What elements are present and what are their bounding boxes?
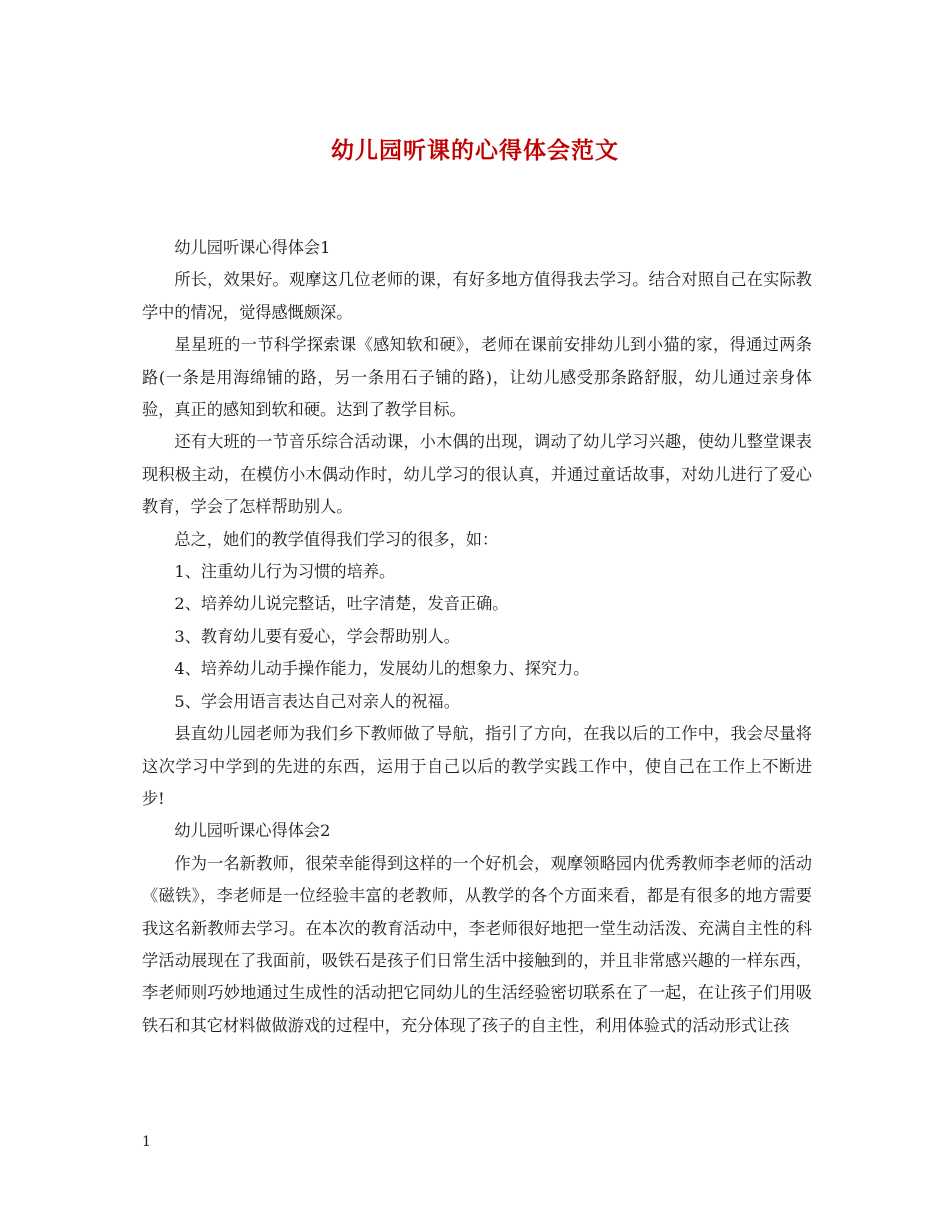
page-number: 1 xyxy=(142,1134,151,1150)
paragraph: 作为一名新教师，很荣幸能得到这样的一个好机会，观摩领略园内优秀教师李老师的活动《磁铁》，李老师是一位经验丰富的老教师，从教学的各个方面来看，都是有很多的地方需要我这名新教师去学习。在本次的教育活动中，李老师很好地把一堂生动活泼、充满自主性的科学活动展现在了我面前，吸铁石是孩子们日常生活中接触到的，并且非常感兴趣的一样东西，李老师则巧妙地通过生成性的活动把它同幼儿的生活经验密切联系在了一起，在让孩子们用吸铁石和其它材料做做游戏的过程中，充分体现了孩子的自主性，利用体验式的活动形式让孩 xyxy=(142,853,812,1035)
list-item: 2、培养幼儿说完整话，吐字清楚，发音正确。 xyxy=(174,594,509,614)
list-item: 1、注重幼儿行为习惯的培养。 xyxy=(174,562,396,582)
list-item: 3、教育幼儿要有爱心，学会帮助别人。 xyxy=(174,626,460,646)
heading-section-1: 幼儿园听课心得体会1 xyxy=(174,238,331,257)
list-item: 4、培养幼儿动手操作能力，发展幼儿的想象力、探究力。 xyxy=(174,659,590,679)
list-item: 5、学会用语言表达自己对亲人的祝福。 xyxy=(174,691,460,711)
paragraph: 县直幼儿园老师为我们乡下教师做了导航，指引了方向，在我以后的工作中，我会尽量将这次学习中学到的先进的东西，运用于自己以后的教学实践工作中，使自己在工作上不断进步! xyxy=(142,724,812,808)
paragraph: 星星班的一节科学探索课《感知软和硬》，老师在课前安排幼儿到小猫的家，得通过两条路(一条是用海绵铺的路，另一条用石子铺的路)，让幼儿感受那条路舒服，幼儿通过亲身体验，真正的感知到软和硬。达到了教学目标。 xyxy=(142,335,812,420)
paragraph: 总之，她们的教学值得我们学习的很多，如： xyxy=(174,529,499,549)
paragraph: 所长，效果好。观摩这几位老师的课，有好多地方值得我去学习。结合对照自己在实际教学中的情况，觉得感慨颇深。 xyxy=(142,270,812,322)
document-title: 幼儿园听课的心得体会范文 xyxy=(331,137,619,164)
document-body xyxy=(142,232,812,1042)
heading-section-2: 幼儿园听课心得体会2 xyxy=(174,821,331,841)
paragraph: 还有大班的一节音乐综合活动课，小木偶的出现，调动了幼儿学习兴趣，使幼儿整堂课表现积极主动，在模仿小木偶动作时，幼儿学习的很认真，并通过童话故事，对幼儿进行了爱心教育，学会了怎样帮助别人。 xyxy=(142,432,812,517)
